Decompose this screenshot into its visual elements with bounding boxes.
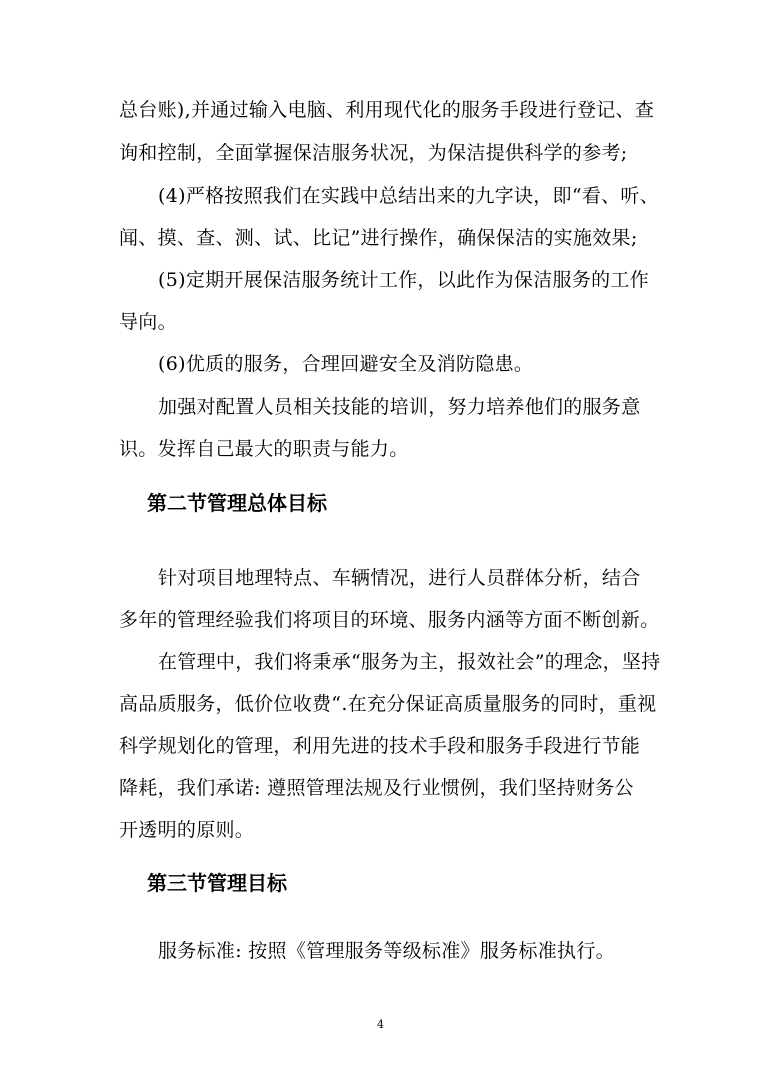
- body-text-line: 询和控制，全面掌握保洁服务状况，为保洁提供科学的参考;: [119, 142, 628, 164]
- body-text-line: 高品质服务，低价位收费“.在充分保证高质量服务的同时，重视: [119, 693, 657, 715]
- body-text-line: (5)定期开展保洁服务统计工作，以此作为保洁服务的工作: [158, 269, 650, 291]
- body-text-line: 开透明的原则。: [119, 819, 255, 841]
- body-text-line: (4)严格按照我们在实践中总结出来的九字诀，即“看、听、: [158, 185, 660, 207]
- body-text-line: 闻、摸、查、测、试、比记”进行操作，确保保洁的实施效果;: [119, 227, 638, 249]
- body-text-line: 针对项目地理特点、车辆情况，进行人员群体分析，结合: [158, 567, 641, 589]
- section-heading: 第二节管理总体目标: [147, 491, 327, 515]
- body-text-line: 服务标准: 按照《管理服务等级标准》服务标准执行。: [158, 940, 615, 962]
- body-text-line: 多年的管理经验我们将项目的环境、服务内涵等方面不断创新。: [119, 609, 660, 631]
- section-heading: 第三节管理目标: [147, 871, 287, 895]
- body-text-line: 识。发挥自己最大的职责与能力。: [119, 438, 409, 460]
- body-text-line: 科学规划化的管理，利用先进的技术手段和服务手段进行节能: [119, 735, 641, 757]
- body-text-line: 降耗，我们承诺: 遵照管理法规及行业惯例，我们坚持财务公: [119, 777, 634, 799]
- body-text-line: (6)优质的服务，合理回避安全及消防隐患。: [158, 353, 534, 375]
- body-text-line: 在管理中，我们将秉承“服务为主，报效社会”的理念，坚持: [158, 651, 661, 673]
- body-text-line: 加强对配置人员相关技能的培训，努力培养他们的服务意: [158, 396, 641, 418]
- page-number: 4: [377, 1018, 384, 1031]
- body-text-line: 总台账),并通过输入电脑、利用现代化的服务手段进行登记、查: [119, 99, 655, 121]
- body-text-line: 导向。: [119, 311, 177, 333]
